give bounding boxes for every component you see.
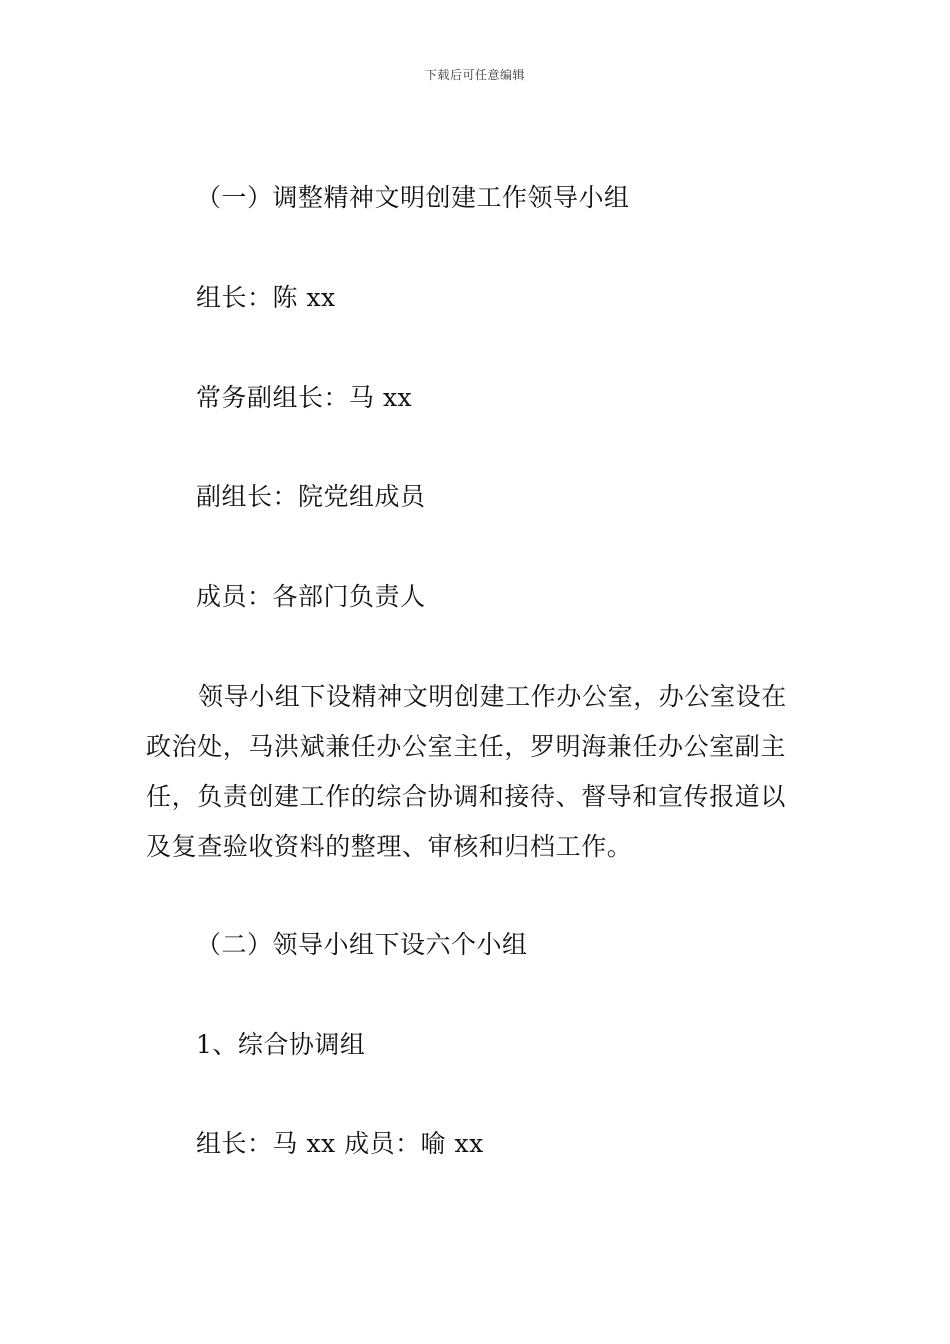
section2-heading: （二）领导小组下设六个小组 (196, 930, 528, 959)
group1-title: 1、综合协调组 (196, 1030, 366, 1059)
executive-deputy-line: 常务副组长：马 xx (196, 383, 413, 412)
section1-heading: （一）调整精神文明创建工作领导小组 (196, 183, 630, 212)
office-paragraph: 领导小组下设精神文明创建工作办公室，办公室设在政治处，马洪斌兼任办公室主任，罗明海兼任办公室副主任，负责创建工作的综合协调和接待、督导和宣传报道以及复查验收资料的整理、审核和归档工作。 (146, 682, 787, 861)
deputy-line: 副组长：院党组成员 (196, 482, 426, 511)
members-line: 成员：各部门负责人 (196, 582, 426, 611)
leader-line: 组长：陈 xx (196, 283, 336, 312)
group1-members: 组长：马 xx 成员：喻 xx (196, 1129, 484, 1158)
header-note: 下载后可任意编辑 (424, 68, 525, 82)
